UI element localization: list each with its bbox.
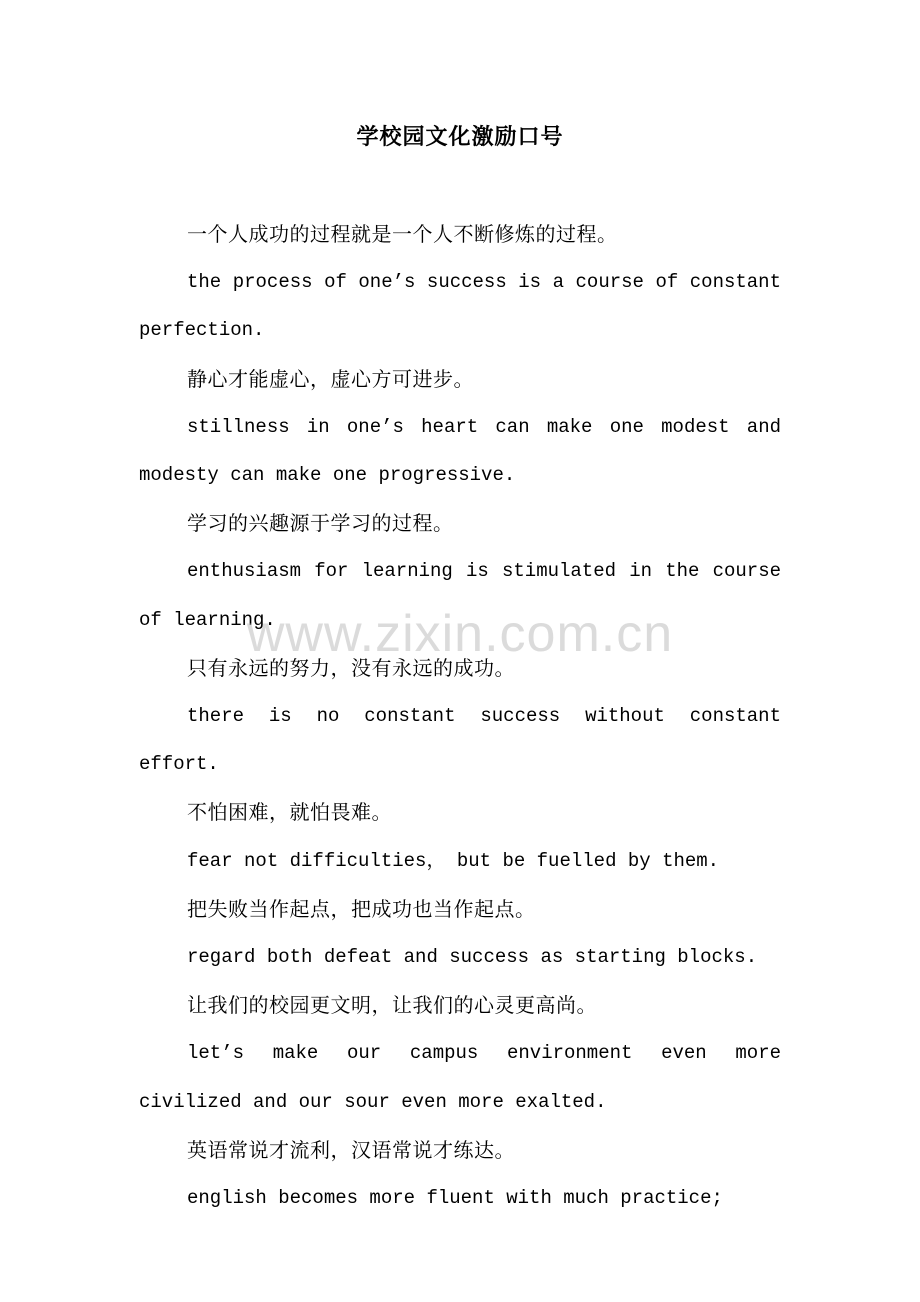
paragraph-en: fear not difficulties， but be fuelled by them. <box>187 849 720 872</box>
paragraph-en: there is no constant success without constant effort. <box>139 705 781 776</box>
paragraph-cn: 只有永远的努力，没有永远的成功。 <box>187 655 515 680</box>
paragraph-cn: 英语常说才流利，汉语常说才练达。 <box>187 1137 515 1162</box>
watermark: www.zixin.com.cn <box>246 605 674 663</box>
paragraph-cn: 一个人成功的过程就是一个人不断修炼的过程。 <box>187 222 618 246</box>
paragraph-cn: 不怕困难，就怕畏难。 <box>187 800 392 825</box>
paragraph-en: enthusiasm for learning is stimulated in the course of learning. <box>139 560 781 631</box>
paragraph-cn: 让我们的校园更文明，让我们的心灵更高尚。 <box>187 993 597 1018</box>
paragraph-en: stillness in one’s heart can make one modest and modesty can make one progressive. <box>139 415 781 487</box>
paragraph-cn: 静心才能虚心，虚心方可进步。 <box>187 366 474 391</box>
paragraph-cn: 学习的兴趣源于学习的过程。 <box>187 511 454 536</box>
paragraph-cn: 把失败当作起点，把成功也当作起点。 <box>187 896 536 921</box>
paragraph-en: regard both defeat and success as starting blocks. <box>187 946 758 969</box>
paragraph-en: the process of one’s success is a course of constant perfection. <box>139 271 781 342</box>
document-title: 学校园文化激励口号 <box>356 124 564 150</box>
paragraph-en: english becomes more fluent with much practice; <box>187 1187 723 1210</box>
paragraph-en: let’s make our campus environment even more civilized and our sour even more exalted. <box>139 1042 781 1113</box>
document-body <box>139 210 781 1222</box>
